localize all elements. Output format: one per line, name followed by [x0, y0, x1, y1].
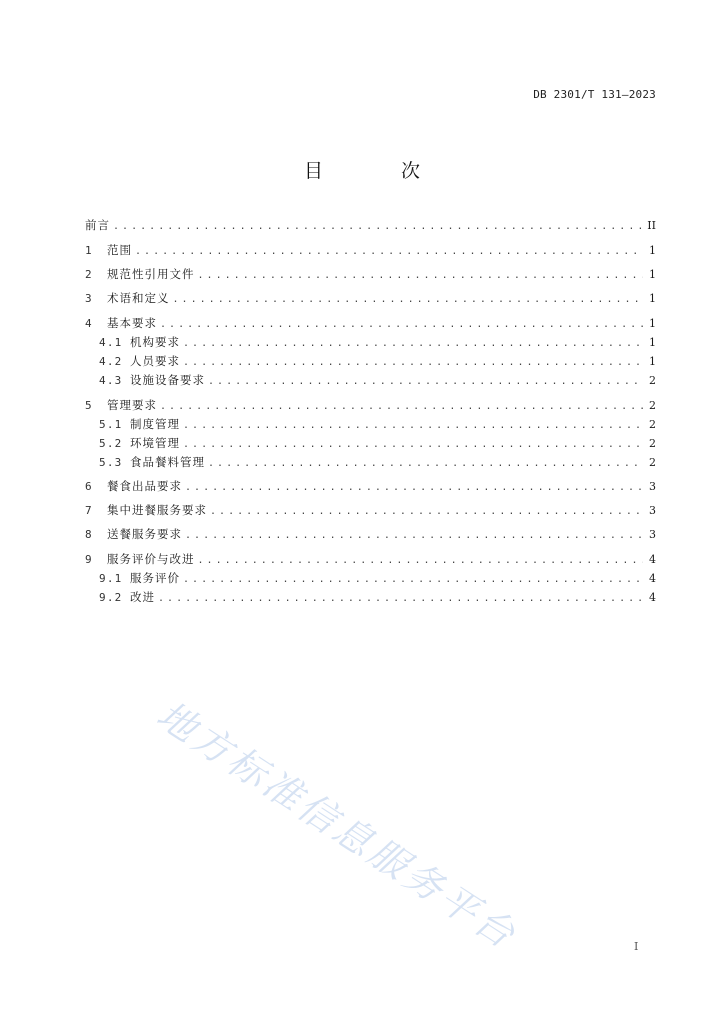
toc-entry-label: 规范性引用文件 [107, 267, 195, 281]
toc-entry[interactable] [99, 371, 656, 389]
toc-dot-leader [160, 316, 643, 334]
toc-entry-number: 5 [85, 399, 92, 412]
toc-entry-number: 9.1 [99, 572, 123, 585]
toc-entry-number: 5.1 [99, 418, 123, 431]
toc-entry[interactable] [85, 550, 656, 568]
toc-entry-page: 2 [649, 437, 656, 450]
toc-entry-label: 送餐服务要求 [107, 527, 182, 541]
toc-entry-page: 2 [649, 456, 656, 469]
toc-entry-page: 1 [649, 317, 656, 330]
toc-entry-page: 1 [649, 292, 656, 305]
toc-dot-leader [185, 527, 643, 545]
toc-entry-label: 术语和定义 [107, 291, 170, 305]
toc-entry[interactable] [85, 477, 656, 495]
toc-entry[interactable] [85, 265, 656, 283]
toc-dot-leader [198, 267, 644, 285]
toc-entry-label: 服务评价 [130, 571, 180, 585]
toc-entry-page: 1 [649, 268, 656, 281]
toc-dot-leader [160, 398, 643, 416]
toc-entry[interactable] [85, 501, 656, 519]
toc-entry-page: 1 [649, 355, 656, 368]
toc-entry-page: 2 [649, 399, 656, 412]
toc-entry[interactable] [99, 569, 656, 587]
toc-entry-page: 1 [649, 244, 656, 257]
toc-dot-leader [183, 571, 643, 589]
toc-entry-page: 2 [649, 374, 656, 387]
page-title: 目 次 [303, 160, 457, 182]
toc-entry-page: 4 [649, 591, 656, 604]
toc-entry-label: 服务评价与改进 [107, 552, 195, 566]
toc-dot-leader [185, 479, 643, 497]
standard-code: DB 2301/T 131—2023 [533, 88, 656, 101]
toc-dot-leader [183, 417, 643, 435]
toc-entry-page: 3 [649, 504, 656, 517]
toc-entry-label: 管理要求 [107, 398, 157, 412]
toc-entry-number: 7 [85, 504, 92, 517]
toc-entry-label: 制度管理 [130, 417, 180, 431]
toc-entry-page: 4 [649, 553, 656, 566]
toc-dot-leader [135, 243, 643, 261]
toc-entry-number: 4 [85, 317, 92, 330]
toc-dot-leader [113, 218, 643, 236]
toc-entry-number: 5.2 [99, 437, 123, 450]
toc-entry-label: 集中进餐服务要求 [107, 503, 207, 517]
toc-entry[interactable] [99, 588, 656, 606]
toc-entry-page: 2 [649, 418, 656, 431]
toc-entry-label: 餐食出品要求 [107, 479, 182, 493]
toc-entry-page: 3 [649, 480, 656, 493]
toc-entry-page: II [647, 219, 656, 232]
toc-entry-label: 前言 [85, 218, 110, 232]
page-number: I [634, 940, 639, 953]
toc-entry[interactable] [85, 314, 656, 332]
toc-entry-label: 环境管理 [130, 436, 180, 450]
toc-entry[interactable] [99, 453, 656, 471]
toc-entry[interactable] [85, 289, 656, 307]
toc-entry[interactable] [85, 396, 656, 414]
toc-entry-number: 4.3 [99, 374, 123, 387]
toc-entry-label: 范围 [107, 243, 132, 257]
toc-entry[interactable] [99, 352, 656, 370]
toc-entry[interactable] [99, 415, 656, 433]
toc-dot-leader [183, 335, 643, 353]
toc-entry-number: 9 [85, 553, 92, 566]
toc-dot-leader [173, 291, 644, 309]
toc-entry-number: 8 [85, 528, 92, 541]
toc-entry-label: 机构要求 [130, 335, 180, 349]
toc-entry-number: 1 [85, 244, 92, 257]
toc-entry-number: 3 [85, 292, 92, 305]
toc-entry[interactable] [85, 216, 656, 234]
toc-entry-number: 6 [85, 480, 92, 493]
toc-entry[interactable] [99, 333, 656, 351]
toc-entry[interactable] [85, 525, 656, 543]
toc-entry-page: 4 [649, 572, 656, 585]
toc-entry-label: 设施设备要求 [130, 373, 205, 387]
watermark: 地方标准信息服务平台 [149, 692, 526, 959]
toc-entry-label: 食品餐料管理 [130, 455, 205, 469]
toc-entry[interactable] [85, 241, 656, 259]
toc-entry-page: 3 [649, 528, 656, 541]
toc-entry-number: 9.2 [99, 591, 123, 604]
toc-entry-number: 4.2 [99, 355, 123, 368]
toc-entry-number: 4.1 [99, 336, 123, 349]
toc-entry-number: 5.3 [99, 456, 123, 469]
toc-dot-leader [183, 354, 643, 372]
toc-entry[interactable] [99, 434, 656, 452]
toc-dot-leader [198, 552, 644, 570]
toc-dot-leader [208, 455, 643, 473]
toc-entry-number: 2 [85, 268, 92, 281]
toc-dot-leader [210, 503, 643, 521]
toc-entry-page: 1 [649, 336, 656, 349]
toc-dot-leader [158, 590, 643, 608]
toc-entry-label: 改进 [130, 590, 155, 604]
toc-dot-leader [208, 373, 643, 391]
toc-dot-leader [183, 436, 643, 454]
toc-entry-label: 人员要求 [130, 354, 180, 368]
toc-entry-label: 基本要求 [107, 316, 157, 330]
